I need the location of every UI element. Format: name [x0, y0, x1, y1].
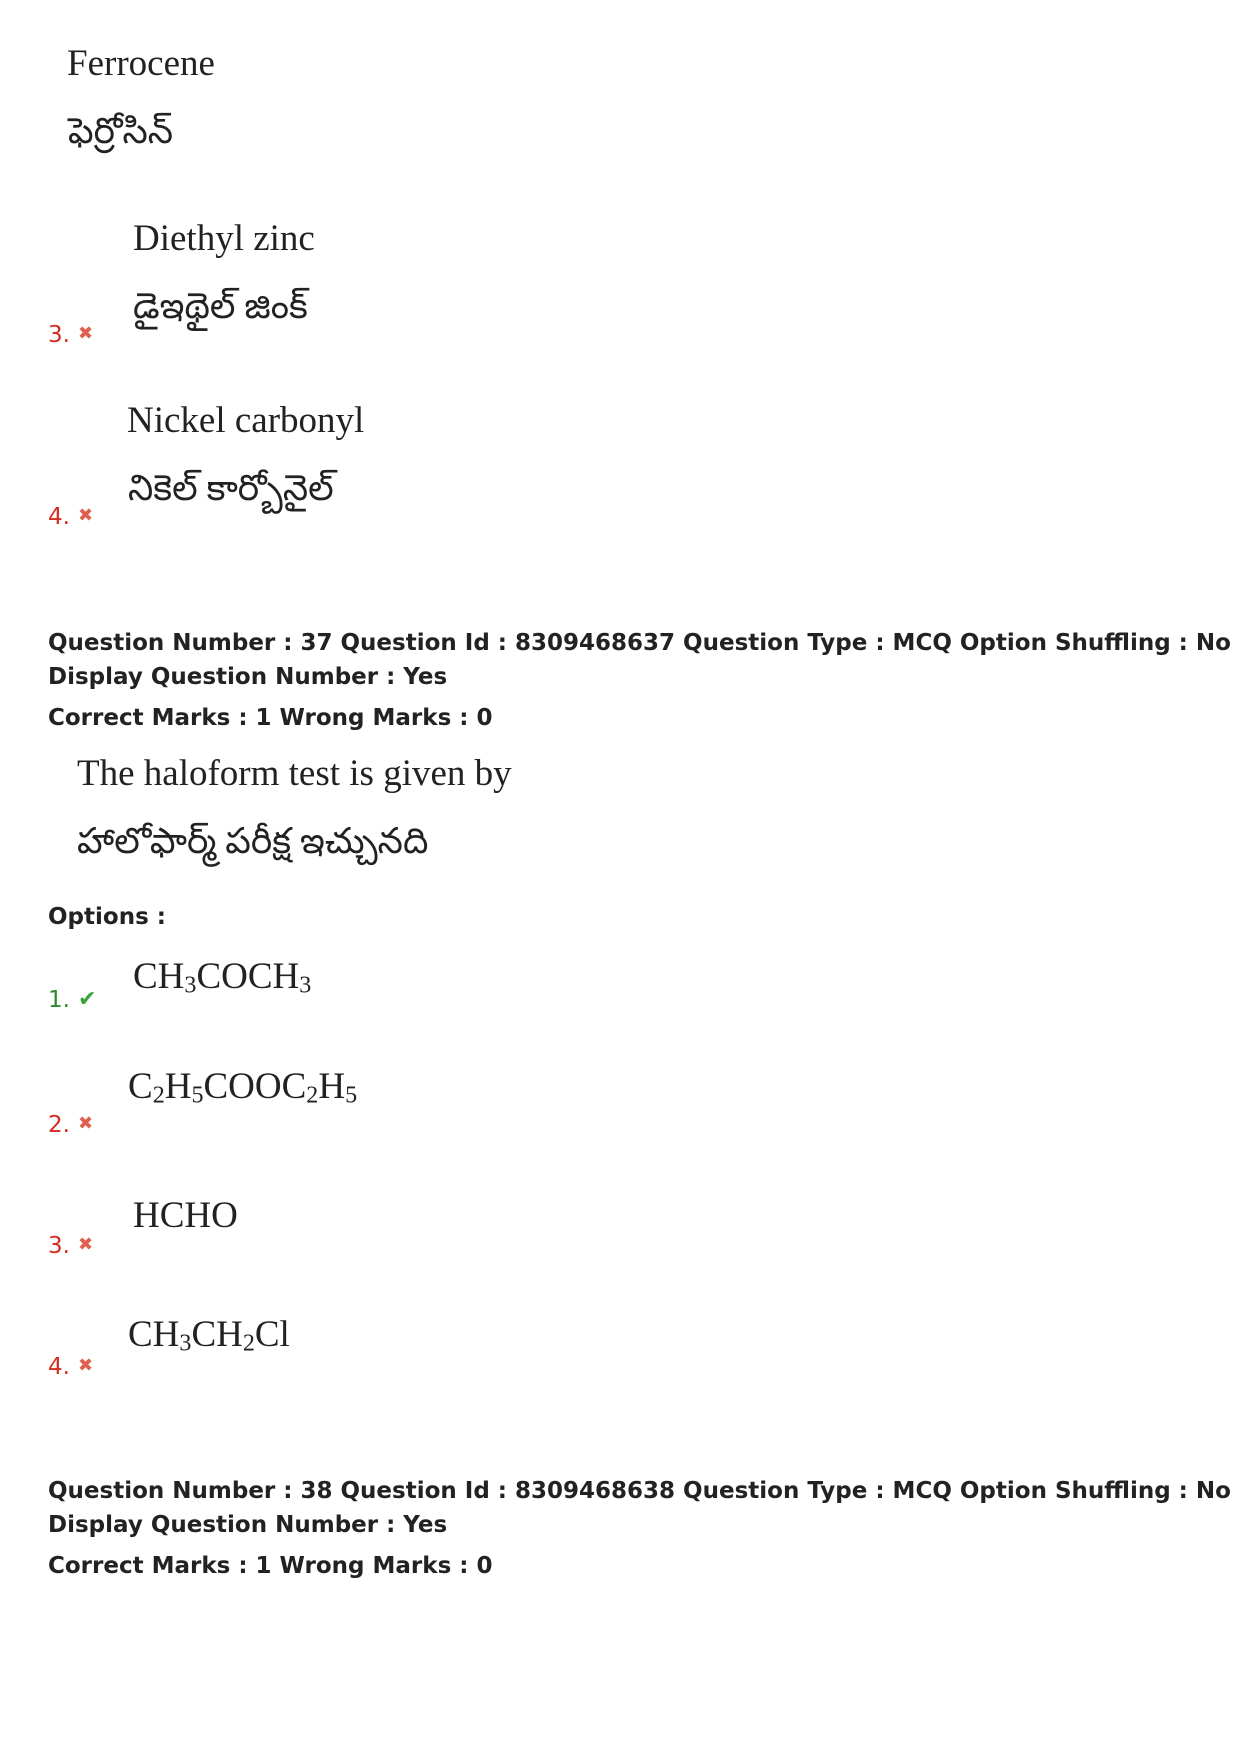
question-stem-telugu: హాలోఫార్మ్ పరీక్ష ఇచ్చునది — [77, 821, 429, 861]
question-marks: Correct Marks : 1 Wrong Marks : 0 — [48, 705, 493, 731]
cross-icon: ✖ — [77, 323, 94, 344]
option-telugu-text: ఫెర్రోసిన్ — [68, 111, 174, 151]
option-telugu-text: నికెల్ కార్బోనైల్ — [128, 468, 334, 508]
question-stem-english: The haloform test is given by — [77, 753, 512, 794]
option-number: 2. ✖ — [48, 1112, 94, 1138]
cross-icon: ✖ — [77, 1234, 94, 1255]
cross-icon: ✖ — [77, 505, 94, 526]
option-english-text: Diethyl zinc — [133, 218, 315, 259]
options-label: Options : — [48, 904, 166, 930]
option-number: 4. ✖ — [48, 504, 94, 530]
question-meta-display: Display Question Number : Yes — [48, 664, 448, 690]
option-number: 3. ✖ — [48, 322, 94, 348]
check-icon: ✔ — [77, 987, 97, 1012]
question-marks: Correct Marks : 1 Wrong Marks : 0 — [48, 1553, 493, 1579]
cross-icon: ✖ — [77, 1355, 94, 1376]
option-formula: $CH_3CH_2Cl$ — [128, 1314, 290, 1357]
question-meta: Question Number : 37 Question Id : 8309468637 Question Type : MCQ Option Shuffling : No — [48, 630, 1231, 656]
option-formula: $CH_3COCH_3$ — [133, 956, 312, 999]
cross-icon: ✖ — [77, 1113, 94, 1134]
option-number: 3. ✖ — [48, 1233, 94, 1259]
option-english-text: Nickel carbonyl — [127, 400, 365, 441]
option-number: 1. ✔ — [48, 987, 97, 1013]
question-meta-display: Display Question Number : Yes — [48, 1512, 448, 1538]
option-formula: $C_2H_5COOC_2H_5$ — [128, 1066, 358, 1109]
option-number: 4. ✖ — [48, 1354, 94, 1380]
option-english-text: Ferrocene — [67, 43, 215, 84]
question-meta: Question Number : 38 Question Id : 8309468638 Question Type : MCQ Option Shuffling : No — [48, 1478, 1231, 1504]
option-telugu-text: డైఇథైల్ జింక్ — [133, 286, 308, 326]
option-formula: HCHO — [133, 1195, 238, 1236]
